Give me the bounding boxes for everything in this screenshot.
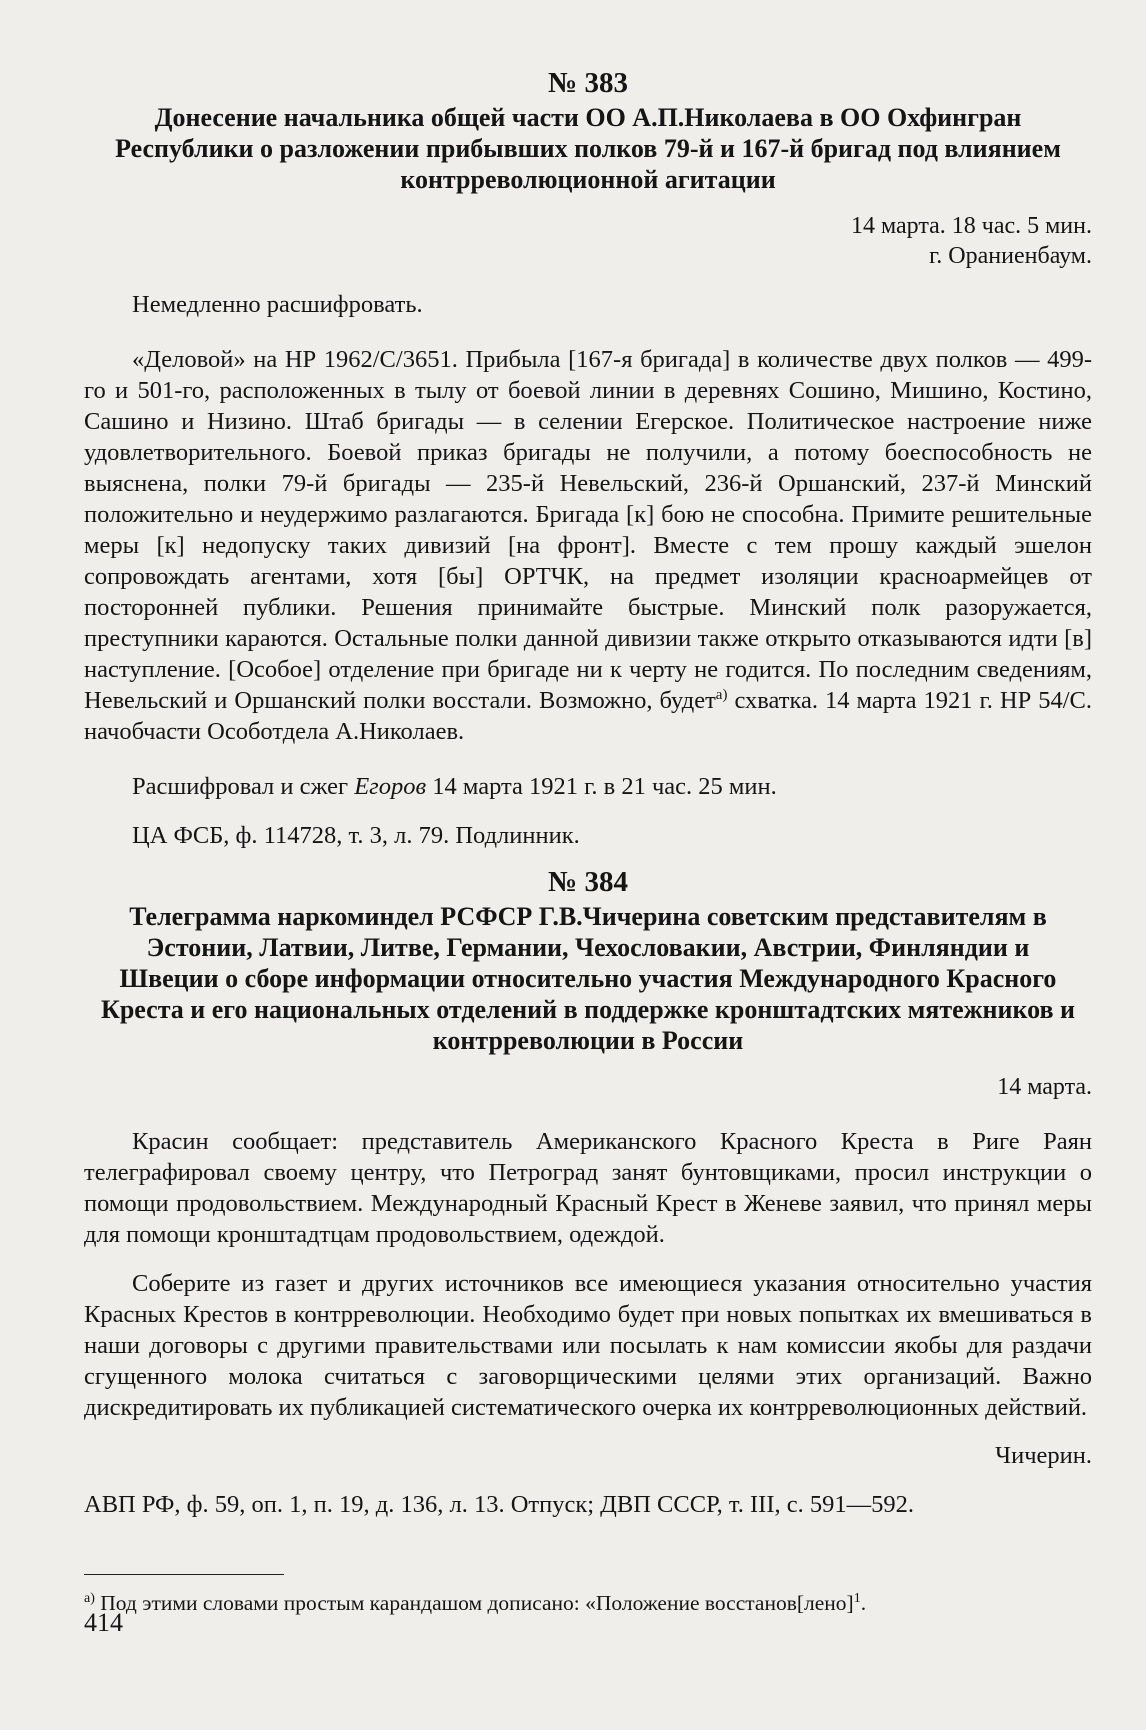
footnote-marker: а) bbox=[84, 1590, 95, 1606]
document-title: Телеграмма наркоминдел РСФСР Г.В.Чичерина советским представителям в Эстонии, Латвии, Литве, Германии, Чехословакии, Австрии, Финляндии и Швеции о сборе информации относительно участия Международного Красного Креста и его национальных отделений в поддержке кронштадтских мятежников и контрреволюции в России bbox=[100, 902, 1075, 1055]
document-paragraph: Красин сообщает: представитель Американского Красного Креста в Риге Раян телеграфировал своему центру, что Петроград занят бунтовщиками, просил инструкции о помощи продовольствием. Международный Красный Крест в Женеве заявил, что принял меры для помощи кронштадтцам продовольствием, одеждой. bbox=[84, 1128, 1092, 1248]
footnote bbox=[84, 1589, 1092, 1617]
decryption-prefix: Расшифровал и сжег bbox=[132, 773, 355, 800]
document-title: Донесение начальника общей части ОО А.П.Николаева в ОО Охфингран Республики о разложении прибывших полков 79-й и 167-й бригад под влиянием контрреволюционной агитации bbox=[115, 103, 1061, 194]
document-body bbox=[84, 344, 1092, 747]
document-383 bbox=[84, 66, 1092, 851]
footnote-marker: а) bbox=[715, 686, 728, 703]
document-source: АВП РФ, ф. 59, оп. 1, п. 19, д. 136, л. 13. Отпуск; ДВП СССР, т. III, с. 591—592. bbox=[84, 1491, 914, 1518]
decryptor-name: Егоров bbox=[354, 773, 427, 800]
document-date: 14 марта. bbox=[997, 1074, 1092, 1100]
body-text-continued: схватка. 14 марта 1921 г. НР 54/С. начобчасти Особотдела А.Николаев. bbox=[84, 687, 1092, 745]
page-content bbox=[84, 66, 1092, 1617]
page-number: 414 bbox=[84, 1608, 123, 1637]
footnote-divider bbox=[84, 1574, 284, 1575]
decryption-suffix: 14 марта 1921 г. в 21 час. 25 мин. bbox=[426, 773, 777, 800]
document-date-time: 14 марта. 18 час. 5 мин. bbox=[850, 213, 1092, 239]
body-text: «Деловой» на НР 1962/С/3651. Прибыла [167-я бригада] в количестве двух полков — 499-го и 501-го, расположенных в тылу от боевой линии в деревнях Сошино, Мишино, Костино, Сашино и Низино. Штаб бригады — в селении Егерское. Политическое настроение ниже удовлетворительного. Боевой приказ бригады не получили, а потому боеспособность не выяснена, полки 79-й бригады — 235-й Невельский, 236-й Оршанский, 237-й Минский положительно и неудержимо разлагаются. Бригада [к] бою не способна. Примите решительные меры [к] недопуску таких дивизий [на фронт]. Вместе с тем прошу каждый эшелон сопровождать агентами, хотя [бы] ОРТЧК, на предмет изоляции красноармейцев от посторонней публики. Решения принимайте быстрые. Минский полк разоружается, преступники караются. Остальные полки данной дивизии также открыто отказываются идти [в] наступление. [Особое] отделение при бригаде ни к черту не годится. По последним сведениям, Невельский и Оршанский полки восстали. Возможно, будет bbox=[84, 346, 1092, 714]
decryption-note bbox=[84, 771, 1092, 802]
document-384 bbox=[84, 865, 1092, 1520]
document-source: ЦА ФСБ, ф. 114728, т. 3, л. 79. Подлинник. bbox=[132, 822, 580, 849]
document-instruction: Немедленно расшифровать. bbox=[132, 291, 423, 318]
footnote-text: Под этими словами простым карандашом дописано: «Положение восстанов[лено] bbox=[94, 1591, 854, 1615]
document-number: № 383 bbox=[548, 67, 628, 99]
document-paragraph: Соберите из газет и других источников все имеющиеся указания относительно участия Красных Крестов в контрреволюции. Необходимо будет при новых попытках их вмешиваться в наши договоры с другими правительствами или посылать к нам комиссии якобы для раздачи сгущенного молока считаться с заговорщическими целями этих организаций. Важно дискредитировать их публикацией систематического очерка их контрреволюционных действий. bbox=[84, 1270, 1092, 1421]
footnote-reference: 1 bbox=[853, 1590, 861, 1606]
document-number: № 384 bbox=[548, 866, 628, 898]
footnote-end: . bbox=[860, 1591, 867, 1615]
document-place: г. Ораниенбаум. bbox=[929, 243, 1092, 269]
document-signature: Чичерин. bbox=[995, 1442, 1092, 1469]
